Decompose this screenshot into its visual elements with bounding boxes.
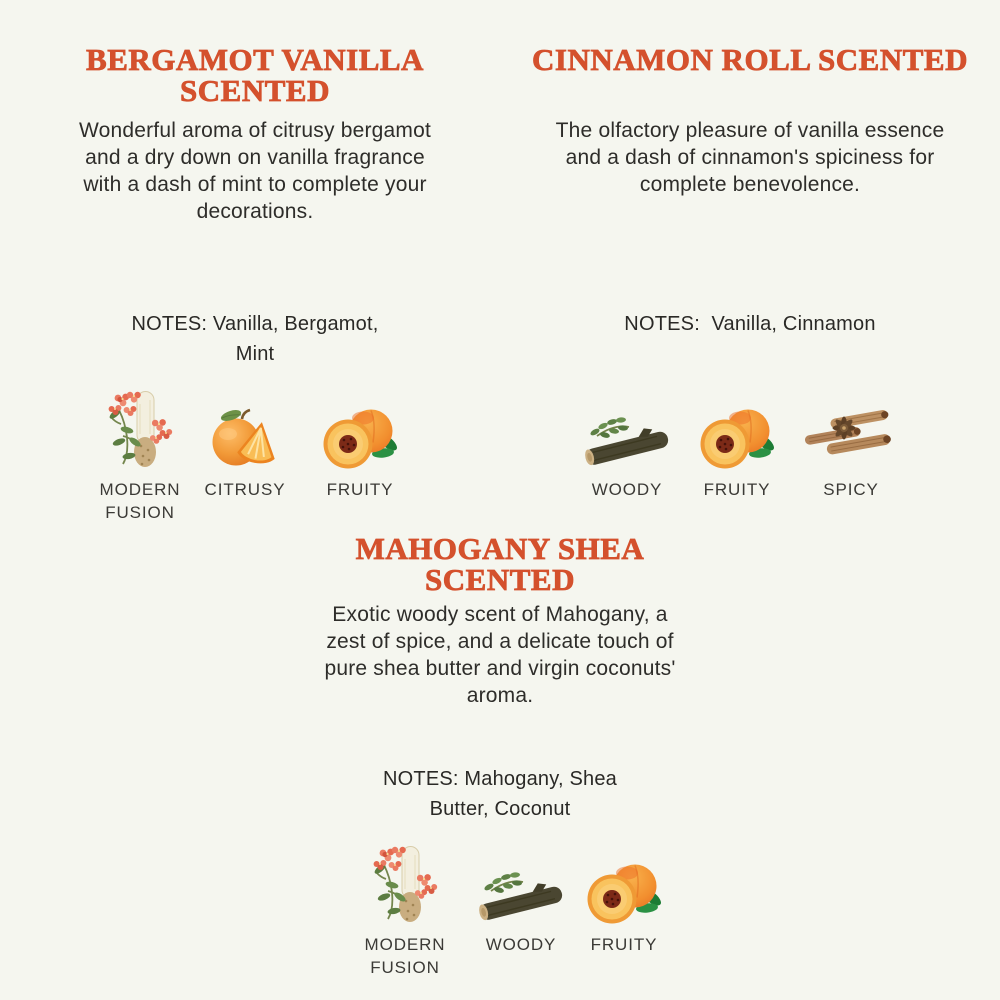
scent-item-fruity	[304, 390, 416, 501]
scent-item-fruity	[568, 845, 680, 956]
scent-label: FRUITY	[590, 935, 658, 954]
spicy-icon	[804, 402, 898, 470]
scent-item-citrusy	[189, 390, 301, 501]
notes-line: NOTES: Mahogany, Shea	[383, 768, 617, 790]
fruity-icon	[697, 406, 777, 470]
icon-box	[207, 390, 283, 470]
scent-item-modern-fusion	[84, 390, 196, 524]
woody-icon	[581, 408, 673, 470]
icon-box	[107, 390, 173, 470]
description-line: complete benevolence.	[639, 173, 861, 196]
scent-item-fruity	[681, 390, 793, 501]
section-notes-cinnamon-roll	[540, 309, 960, 339]
woody-icon	[475, 863, 567, 925]
notes-line: Butter, Coconut	[429, 798, 571, 820]
title-line: SCENTED	[180, 73, 330, 108]
title-line: SCENTED	[425, 562, 575, 597]
scent-item-woody	[571, 390, 683, 501]
fruity-icon	[320, 406, 400, 470]
description-line: pure shea butter and virgin coconuts'	[324, 657, 676, 680]
icon-box	[584, 845, 664, 925]
scent-label: MODERN FUSION	[364, 935, 446, 977]
scent-item-woody	[465, 845, 577, 956]
description-line: aroma.	[466, 684, 534, 707]
section-notes-mahogany-shea	[300, 764, 700, 824]
description-line: decorations.	[196, 200, 314, 223]
citrusy-icon	[207, 406, 283, 470]
section-title-mahogany-shea	[300, 533, 700, 595]
scent-item-modern-fusion	[349, 845, 461, 979]
scent-label: CITRUSY	[204, 480, 286, 499]
icon-box	[804, 390, 898, 470]
icon-box	[697, 390, 777, 470]
modern-fusion-icon	[372, 845, 438, 925]
scent-label: FRUITY	[326, 480, 394, 499]
description-line: with a dash of mint to complete your	[83, 173, 427, 196]
title-line: BERGAMOT VANILLA	[86, 42, 424, 77]
description-line: Exotic woody scent of Mahogany, a	[332, 603, 668, 626]
icon-box	[581, 390, 673, 470]
description-line: and a dash of cinnamon's spiciness for	[565, 146, 935, 169]
section-notes-bergamot-vanilla	[55, 309, 455, 369]
notes-line: Mint	[235, 343, 275, 365]
description-line: and a dry down on vanilla fragrance	[85, 146, 425, 169]
notes-line: NOTES: Vanilla, Bergamot,	[131, 313, 379, 335]
fruity-icon	[584, 861, 664, 925]
scent-item-spicy	[795, 390, 907, 501]
section-description-mahogany-shea	[300, 601, 700, 709]
section-description-bergamot-vanilla	[55, 117, 455, 225]
section-title-cinnamon-roll	[520, 44, 980, 75]
section-description-cinnamon-roll	[530, 117, 970, 198]
icon-box	[475, 845, 567, 925]
description-line: zest of spice, and a delicate touch of	[326, 630, 674, 653]
icon-box	[372, 845, 438, 925]
description-line: Wonderful aroma of citrusy bergamot	[78, 119, 432, 142]
scent-label: WOODY	[485, 935, 557, 954]
scent-label: WOODY	[591, 480, 663, 499]
scent-label: MODERN FUSION	[99, 480, 181, 522]
icon-box	[320, 390, 400, 470]
modern-fusion-icon	[107, 390, 173, 470]
scent-label: SPICY	[823, 480, 879, 499]
description-line: The olfactory pleasure of vanilla essence	[555, 119, 945, 142]
scent-label: FRUITY	[703, 480, 771, 499]
title-line: MAHOGANY SHEA	[355, 531, 645, 566]
notes-line: NOTES: Vanilla, Cinnamon	[624, 313, 876, 335]
section-title-bergamot-vanilla	[55, 44, 455, 106]
title-line: CINNAMON ROLL SCENTED	[532, 42, 968, 77]
